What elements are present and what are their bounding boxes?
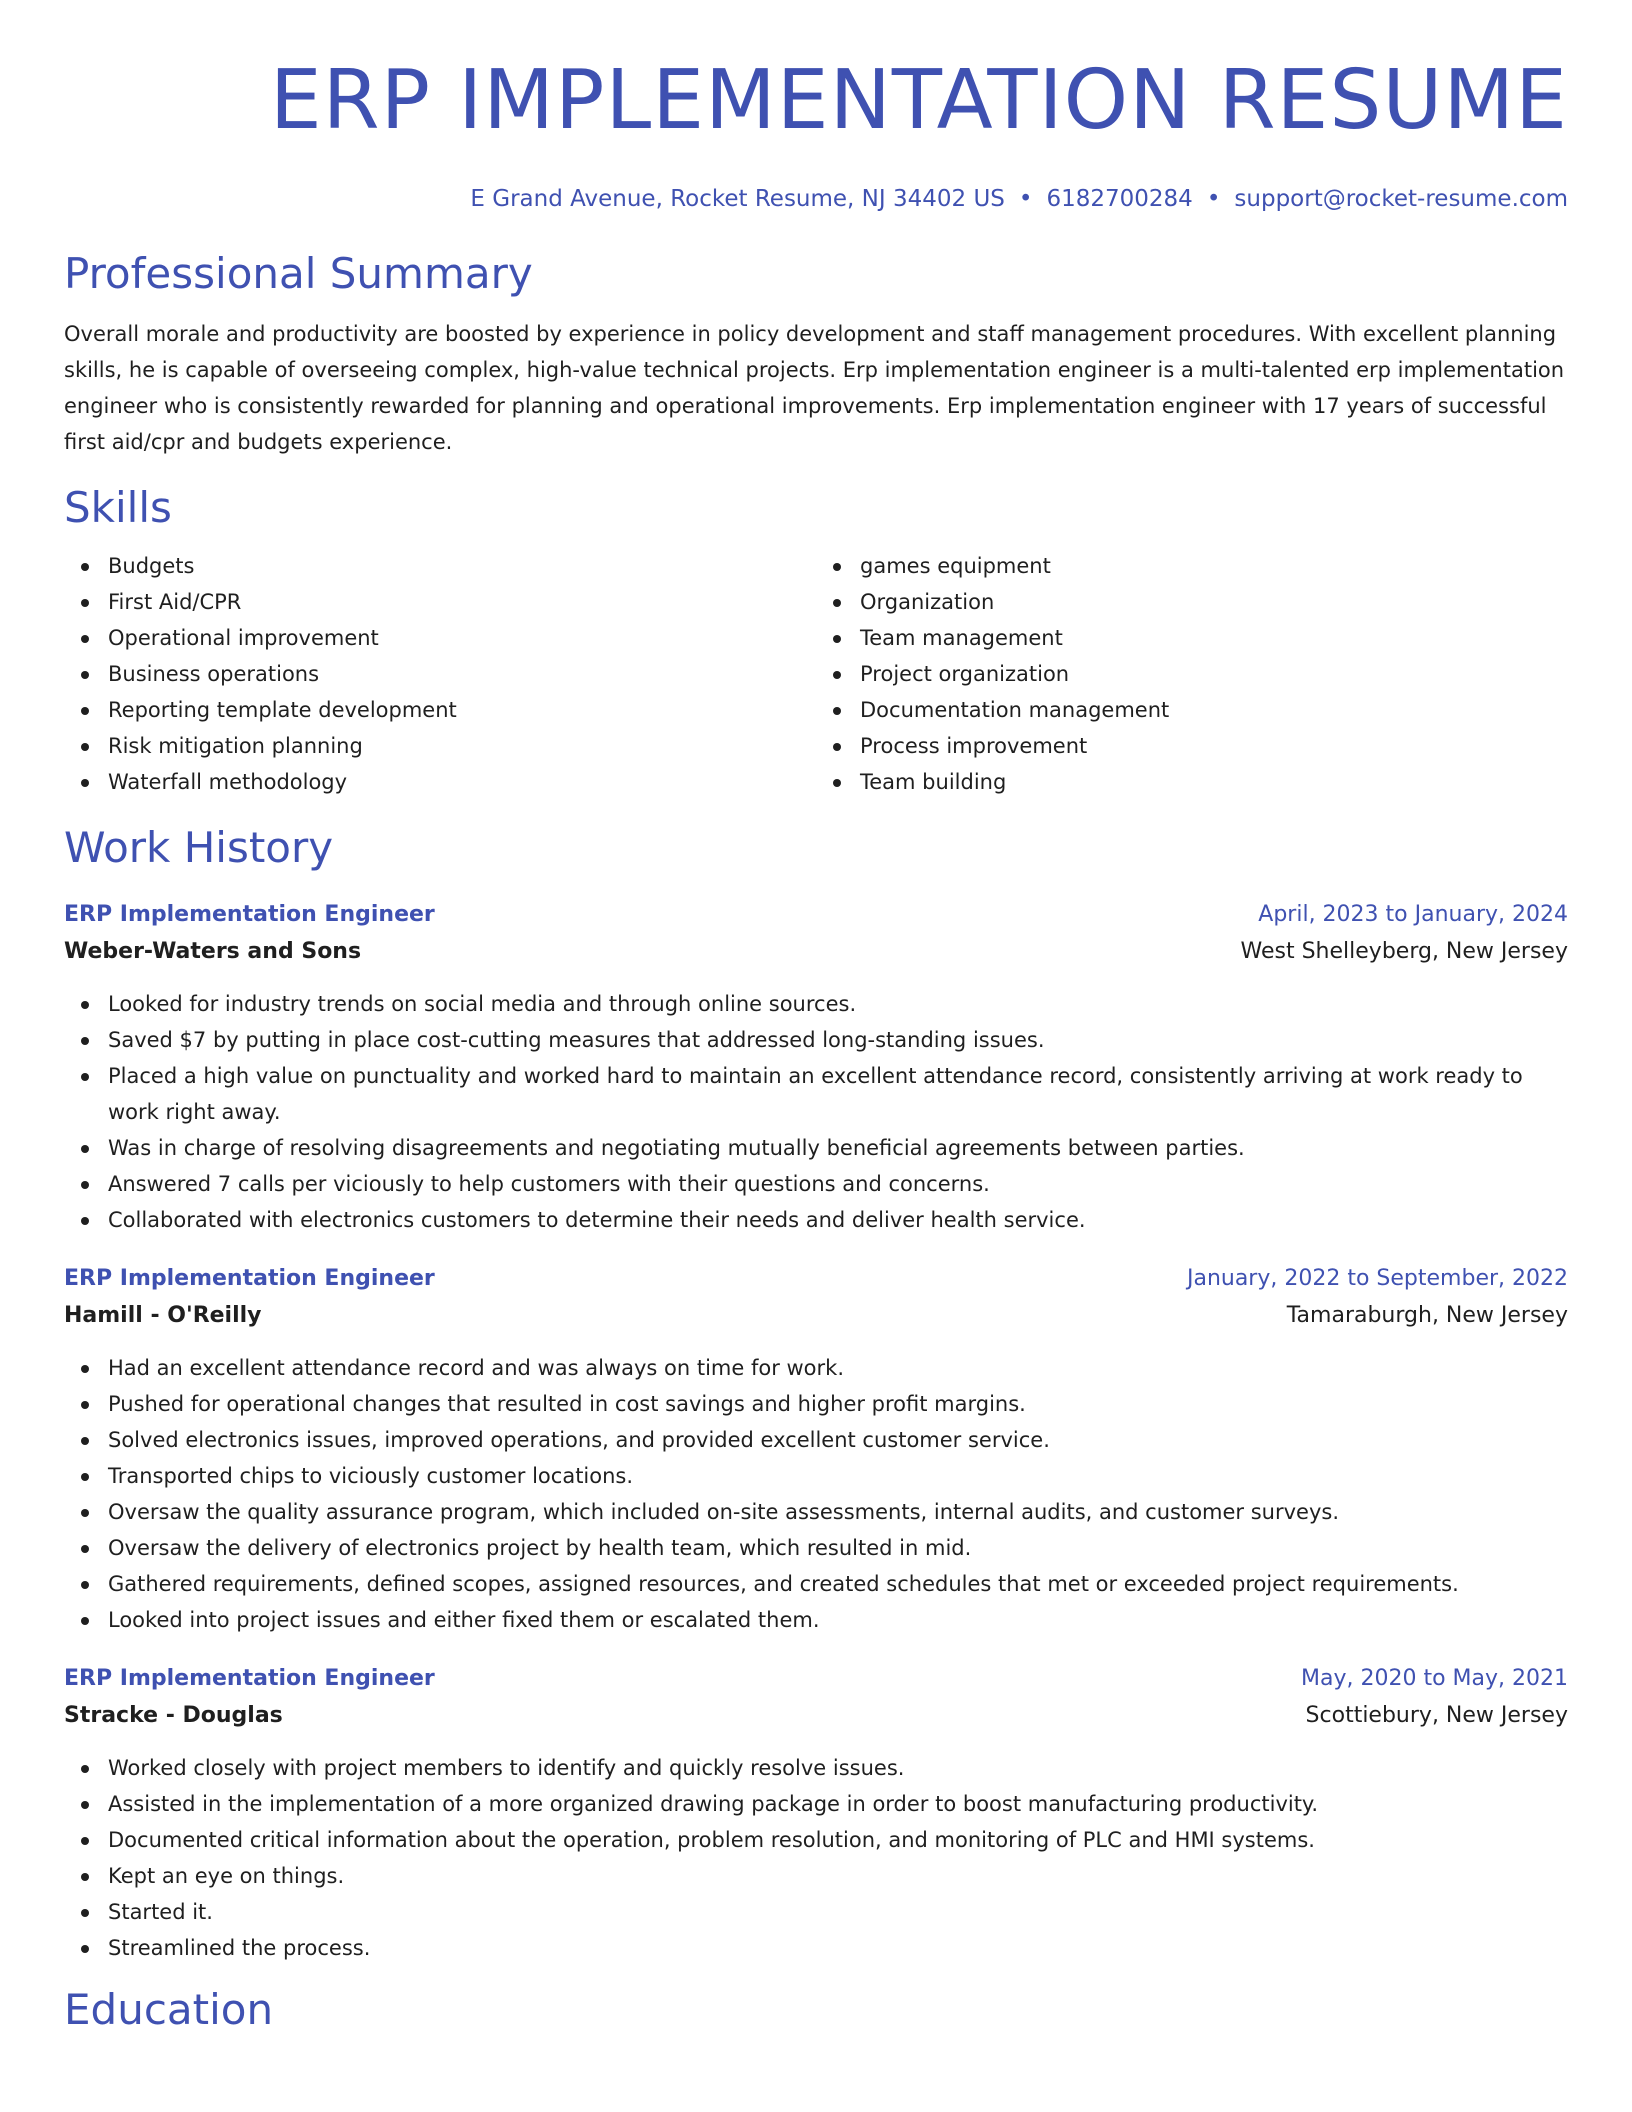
skill-item: Team building (816, 764, 1568, 800)
job-bullet: Answered 7 calls per viciously to help customers with their questions and concerns. (64, 1166, 1568, 1202)
contact-email[interactable]: support@rocket-resume.com (1234, 186, 1568, 212)
education-heading: Education (64, 1985, 274, 2034)
contact-line (64, 184, 1568, 214)
job-bullet: Placed a high value on punctuality and worked hard to maintain an excellent attendance record, consistently arriving at work ready to work right away. (64, 1058, 1568, 1130)
work-history-heading: Work History (64, 823, 334, 872)
job-entry (64, 1262, 1568, 1638)
skill-item: Budgets (64, 548, 816, 584)
skill-item: Waterfall methodology (64, 764, 816, 800)
job-bullets (64, 986, 1568, 1238)
job-bullet: Gathered requirements, defined scopes, assigned resources, and created schedules that met or exceeded project requirements. (64, 1566, 1568, 1602)
skill-item: Documentation management (816, 692, 1568, 728)
job-bullet: Streamlined the process. (64, 1930, 1568, 1966)
skill-item: First Aid/CPR (64, 584, 816, 620)
job-company: Weber-Waters and Sons (64, 939, 362, 964)
contact-address: E Grand Avenue, Rocket Resume, NJ 34402 US (470, 186, 1005, 212)
job-bullets (64, 1350, 1568, 1638)
job-entry (64, 898, 1568, 1238)
job-location: Scottiebury, New Jersey (1305, 1703, 1568, 1728)
job-title: ERP Implementation Engineer (64, 902, 435, 927)
skill-item: Operational improvement (64, 620, 816, 656)
job-bullet: Oversaw the delivery of electronics project by health team, which resulted in mid. (64, 1530, 1568, 1566)
job-company-row (64, 1296, 1568, 1336)
job-company: Stracke - Douglas (64, 1703, 283, 1728)
resume-title: ERP IMPLEMENTATION RESUME (269, 53, 1568, 148)
job-bullet: Documented critical information about the operation, problem resolution, and monitoring of PLC and HMI systems. (64, 1822, 1568, 1858)
job-bullet: Collaborated with electronics customers to determine their needs and deliver health service. (64, 1202, 1568, 1238)
job-entry (64, 1662, 1568, 1966)
job-bullet: Had an excellent attendance record and was always on time for work. (64, 1350, 1568, 1386)
skills-column-right (816, 548, 1568, 800)
contact-separator: • (1206, 186, 1221, 212)
job-title-row (64, 898, 1568, 932)
job-bullet: Transported chips to viciously customer locations. (64, 1458, 1568, 1494)
skills-heading: Skills (64, 483, 172, 532)
summary-text: Overall morale and productivity are boosted by experience in policy development and staff management procedures. With excellent planning skills, he is capable of overseeing complex, high-value technical projects. Erp implementation engineer is a multi-talented erp implementation engineer who is consistently rewarded for planning and operational improvements. Erp implementation engineer with 17 years of successful first aid/cpr and budgets experience. (64, 322, 1565, 454)
job-bullet: Solved electronics issues, improved operations, and provided excellent customer service. (64, 1422, 1568, 1458)
contact-phone: 6182700284 (1046, 186, 1193, 212)
job-title: ERP Implementation Engineer (64, 1266, 435, 1291)
skill-item: games equipment (816, 548, 1568, 584)
job-bullet: Worked closely with project members to identify and quickly resolve issues. (64, 1750, 1568, 1786)
job-dates: January, 2022 to September, 2022 (1186, 1266, 1568, 1291)
job-bullet: Looked into project issues and either fixed them or escalated them. (64, 1602, 1568, 1638)
skill-item: Business operations (64, 656, 816, 692)
job-bullet: Looked for industry trends on social media and through online sources. (64, 986, 1568, 1022)
skill-item: Project organization (816, 656, 1568, 692)
job-dates: May, 2020 to May, 2021 (1301, 1666, 1568, 1691)
job-bullet: Was in charge of resolving disagreements and negotiating mutually beneficial agreements between parties. (64, 1130, 1568, 1166)
resume-header (64, 0, 1568, 214)
job-company: Hamill - O'Reilly (64, 1303, 262, 1328)
skill-item: Reporting template development (64, 692, 816, 728)
job-bullet: Started it. (64, 1894, 1568, 1930)
skills-column-left (64, 548, 816, 800)
skill-item: Organization (816, 584, 1568, 620)
job-title-row (64, 1662, 1568, 1696)
job-bullets (64, 1750, 1568, 1966)
skill-item: Team management (816, 620, 1568, 656)
skills-list (64, 548, 1568, 800)
summary-heading: Professional Summary (64, 249, 533, 298)
contact-separator: • (1018, 186, 1033, 212)
skill-item: Process improvement (816, 728, 1568, 764)
job-bullet: Oversaw the quality assurance program, which included on-site assessments, internal audits, and customer surveys. (64, 1494, 1568, 1530)
job-title-row (64, 1262, 1568, 1296)
job-bullet: Saved $7 by putting in place cost-cutting measures that addressed long-standing issues. (64, 1022, 1568, 1058)
job-location: West Shelleyberg, New Jersey (1240, 939, 1568, 964)
skill-item: Risk mitigation planning (64, 728, 816, 764)
job-bullet: Kept an eye on things. (64, 1858, 1568, 1894)
job-bullet: Assisted in the implementation of a more organized drawing package in order to boost manufacturing productivity. (64, 1786, 1568, 1822)
job-dates: April, 2023 to January, 2024 (1258, 902, 1568, 927)
job-company-row (64, 932, 1568, 972)
job-bullet: Pushed for operational changes that resulted in cost savings and higher profit margins. (64, 1386, 1568, 1422)
job-title: ERP Implementation Engineer (64, 1666, 435, 1691)
job-location: Tamaraburgh, New Jersey (1286, 1303, 1568, 1328)
job-company-row (64, 1696, 1568, 1736)
